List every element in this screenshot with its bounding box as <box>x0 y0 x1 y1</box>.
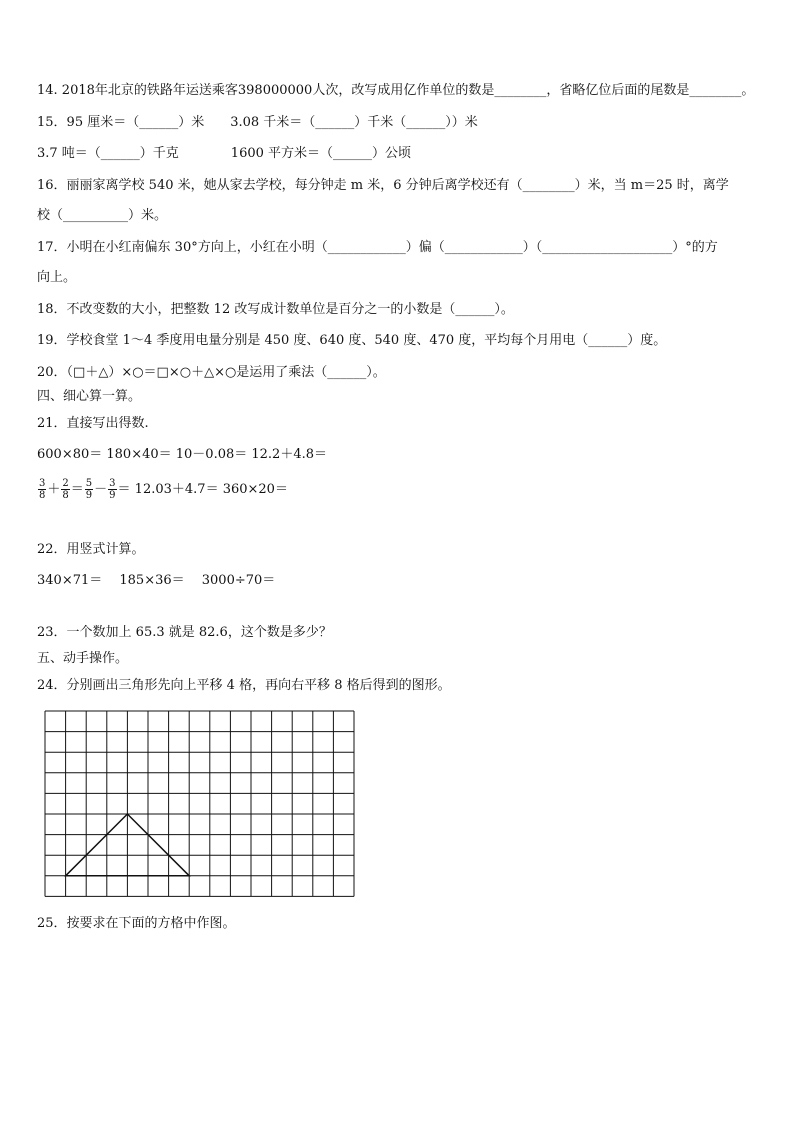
fraction-5-9: $\frac{5}{9}$ <box>85 478 93 501</box>
question-17-continued: 向上。 <box>37 270 77 285</box>
question-16: 16．丽丽家离学校 540 米，她从家去学校，每分钟走 m 米，6 分钟后离学校还有（________）米，当 m＝25 时，离学 <box>37 178 729 193</box>
question-17: 17．小明在小红南偏东 30°方向上，小红在小明（____________）偏（____________）（____________________）°的方 <box>37 240 718 255</box>
question-23: 23．一个数加上 65.3 就是 82.6，这个数是多少？ <box>37 625 332 640</box>
question-15: 15．95 厘米＝（______）米 3.08 千米＝（______）千米（______））米 <box>37 115 478 130</box>
question-22-row: 340×71＝ 185×36＝ 3000÷70＝ <box>37 573 276 588</box>
question-20: 20．（□＋△）×○＝□×○＋△×○是运用了乘法（______）。 <box>37 365 386 380</box>
section-5-heading: 五、动手操作。 <box>37 651 129 666</box>
question-21-row-1: 600×80＝ 180×40＝ 10－0.08＝ 12.2＋4.8＝ <box>37 447 327 462</box>
equals-sign: ＝ <box>70 482 84 497</box>
fraction-2-8: $\frac{2}{8}$ <box>62 478 69 501</box>
plus-sign: ＋ <box>47 482 61 497</box>
minus-sign: － <box>94 482 108 497</box>
question-21-row-2-rest: ＝ 12.03＋4.7＝ 360×20＝ <box>117 482 288 497</box>
square-grid <box>44 710 356 900</box>
question-24: 24．分别画出三角形先向上平移 4 格，再向右平移 8 格后得到的图形。 <box>37 678 451 693</box>
section-4-heading: 四、细心算一算。 <box>37 389 142 404</box>
fraction-3-8: $\frac{3}{8}$ <box>39 478 46 501</box>
question-16-continued: 校（__________）米。 <box>37 208 168 223</box>
fraction-3-9: $\frac{3}{9}$ <box>109 478 116 501</box>
question-21-row-2 <box>37 478 288 501</box>
question-22: 22．用竖式计算。 <box>37 542 145 557</box>
question-25: 25．按要求在下面的方格中作图。 <box>37 916 236 931</box>
question-15-continued: 3.7 吨＝（______）千克 1600 平方米＝（______）公顷 <box>37 146 412 161</box>
question-14: 14. 2018年北京的铁路年运送乘客398000000人次，改写成用亿作单位的数是________，省略亿位后面的尾数是________。 <box>37 83 755 98</box>
question-21: 21．直接写出得数. <box>37 416 149 431</box>
question-18: 18．不改变数的大小，把整数 12 改写成计数单位是百分之一的小数是（______）。 <box>37 302 514 317</box>
question-19: 19．学校食堂 1～4 季度用电量分别是 450 度、640 度、540 度、470 度，平均每个月用电（______）度。 <box>37 333 667 348</box>
